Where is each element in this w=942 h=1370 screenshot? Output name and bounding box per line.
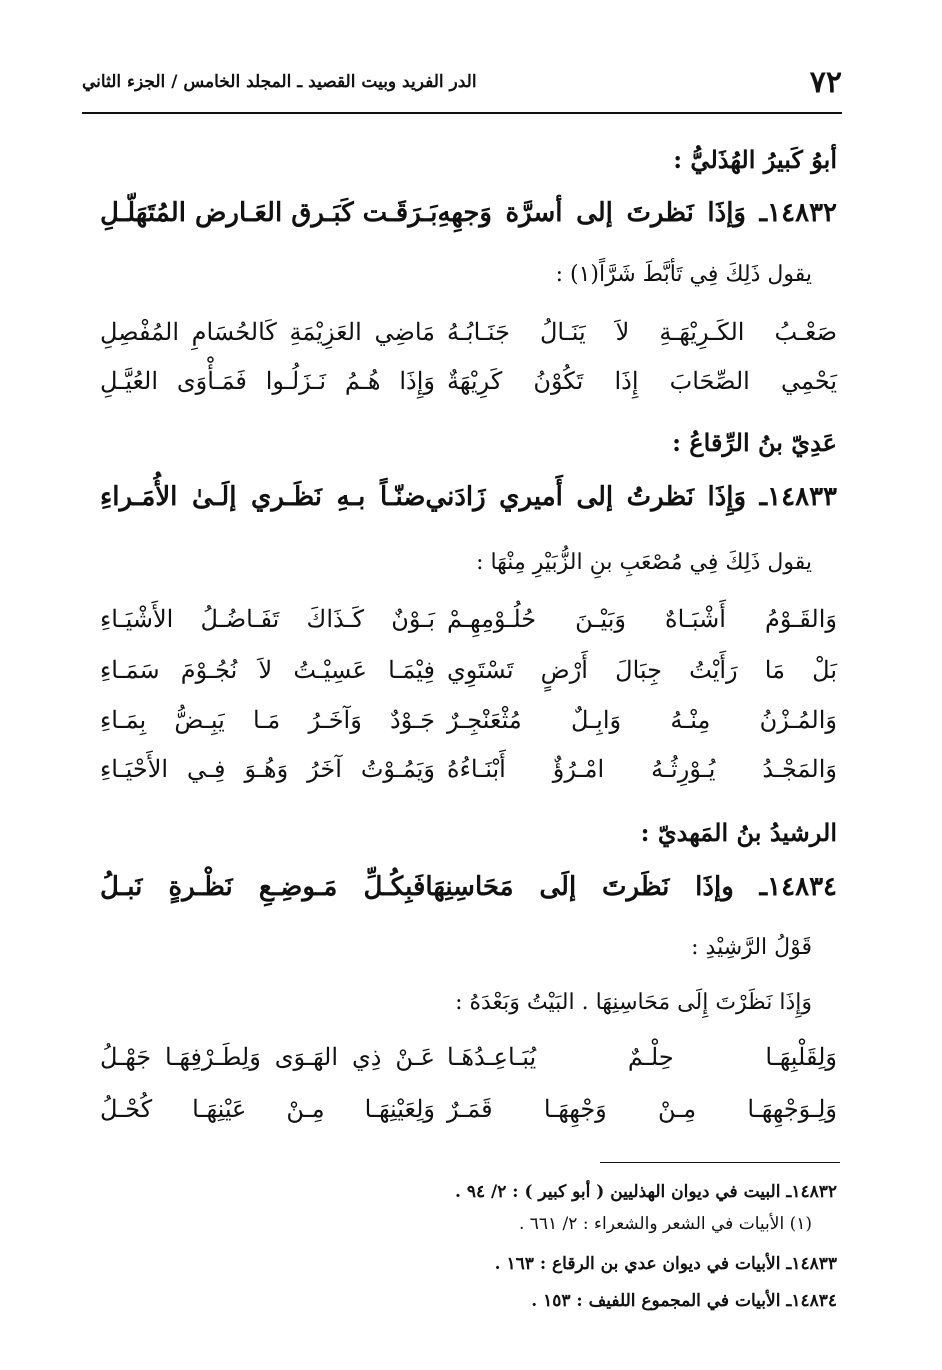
verse-line	[100, 1095, 837, 1123]
hemistich-first: يَحْمِي الصِّحَابَ إِذَا تَكُوْنُ كَرِيْهَةٌ	[447, 367, 837, 395]
hemistich-second: جَـوْدٌ وَآخَـرُ مَـا يَبِـضُّ بِمَـاءِ	[100, 706, 435, 734]
hemistich-first: بَلْ مَا رَأَيْتُ جِبَالَ أَرْضٍ تَسْتَوِي	[447, 656, 837, 684]
hemistich-first: وَالمُـزْنُ مِنْـهُ وَابِـلٌ مُثْعَنْجِـرٌ	[447, 706, 837, 734]
poet-name: عَدِيّ بنُ الرِّقاعُ :	[672, 428, 837, 457]
intro-line: قَوْلُ الرَّشِيْدِ :	[691, 935, 812, 960]
footnote-rule	[600, 1162, 840, 1163]
poet-name: الرشيدُ بنُ المَهديّ :	[640, 818, 837, 847]
footnote: ١٤٨٣٢ـ البيت في ديوان الهذليين ( أبو كبير ) : ٢/ ٩٤ .	[454, 1182, 837, 1202]
header-rule	[82, 112, 842, 114]
footnote: ١٤٨٣٤ـ الأبيات في المجموع اللفيف : ١٥٣ .	[531, 1291, 837, 1311]
hemistich-second: بَـرَقَـت كَبَـرق العَـارض المُتَهَلّـلِ	[100, 198, 438, 228]
verse-line	[100, 755, 837, 783]
footnote: ١٤٨٣٣ـ الأبيات في ديوان عدي بن الرقاع : ١٦٣ .	[494, 1254, 837, 1274]
footnote: (١) الأبيات في الشعر والشعراء : ٢/ ٦٦١ .	[518, 1214, 812, 1234]
verse-line	[100, 656, 837, 684]
hemistich-first: ١٤٨٣٢ـ وَإذَا نَظرتَ إلى أسرَّة وَجهِهِ	[437, 198, 837, 228]
verse-line	[100, 1043, 837, 1071]
hemistich-first: صَعْـبُ الكَـرِيْهَـةِ لاَ يَنَـالُ جَنَـابُـهُ	[447, 318, 837, 346]
hemistich-second: ضنّـاً بـهِ نَظَـري إلَـىٰ الأُمَـراءِ	[100, 482, 426, 512]
head-verse	[100, 198, 837, 228]
hemistich-first: وَلِـوَجْهِهَـا مِـنْ وَجْهِهَـا قَمَـرٌ	[447, 1095, 837, 1123]
hemistich-second: مَاضِي العَزِيْمَةِ كَالحُسَامِ المُفْصِلِ	[100, 318, 435, 346]
hemistich-first: ١٤٨٣٤ـ وإذَا نَظَرتَ إلَى مَحَاسِنِهَا	[425, 872, 837, 902]
running-title: الدر الفريد وبيت القصيد ـ المجلد الخامس / الجزء الثاني	[82, 72, 477, 92]
hemistich-first: ١٤٨٣٣ـ وَإِذَا نَظرتُ إلى أَميري زَادَني	[425, 482, 837, 512]
verse-line	[100, 318, 837, 346]
hemistich-second: عَـنْ ذِي الهَـوَى وَلِطَـرْفِهَـا جَهْـلُ	[100, 1043, 435, 1071]
head-verse	[100, 872, 837, 902]
hemistich-second: وَيَمُـوْتُ آخَرُ وَهُـوَ فِـي الأَحْيَـاءِ	[100, 755, 435, 783]
hemistich-first: وَالقَـوْمُ أَشْبَـاهٌ وَبَيْـنَ حُلُـوْمِهِـمْ	[447, 605, 837, 633]
hemistich-second: فِيْمَـا عَسِيْـتُ لاَ نُجُـوْمَ سَمَـاءِ	[100, 656, 435, 684]
hemistich-second: فَبِكُـلِّ مَـوضِـعِ نَظْـرةٍ نَبـلُ	[100, 872, 426, 902]
page-number: ٧٢	[809, 64, 842, 100]
intro-line: يقول ذَلِكَ فِي مُصْعَبِ بنِ الزُّبَيْرِ مِنْهَا :	[476, 550, 812, 575]
verse-line	[100, 605, 837, 633]
verse-line	[100, 367, 837, 395]
hemistich-second: وَلِعَيْنِهَـا مِـنْ عَيْنِهَـا كُحْـلُ	[100, 1095, 435, 1123]
verse-line	[100, 706, 837, 734]
intro-line: وَإِذَا نَظَرْتَ إِلَى مَحَاسِنِهَا . البَيْتُ وَبَعْدَهُ :	[455, 990, 812, 1015]
intro-line: يقول ذَلِكَ فِي تَأبَّطَ شَرَّاً(١) :	[555, 262, 812, 287]
page-header	[82, 62, 842, 102]
head-verse	[100, 482, 837, 512]
hemistich-first: وَالمَجْـدُ يُـوْرِثُـهُ امْـرُؤٌ أَبْنَـاءُهُ	[447, 755, 837, 783]
hemistich-first: وَلِقَلْبِهَـا حِلْـمٌ يُبَـاعِـدُهَـا	[447, 1043, 837, 1071]
hemistich-second: بَـوْنٌ كَـذَاكَ تَفَـاضُـلُ الأَشْيَـاءِ	[100, 605, 435, 633]
poet-name: أبوُ كَبيرُ الهُذَليُّ :	[673, 145, 837, 174]
hemistich-second: وَإِذَا هُـمُ نَـزَلُـوا فَمَـأْوَى العُيَّـلِ	[100, 367, 435, 395]
